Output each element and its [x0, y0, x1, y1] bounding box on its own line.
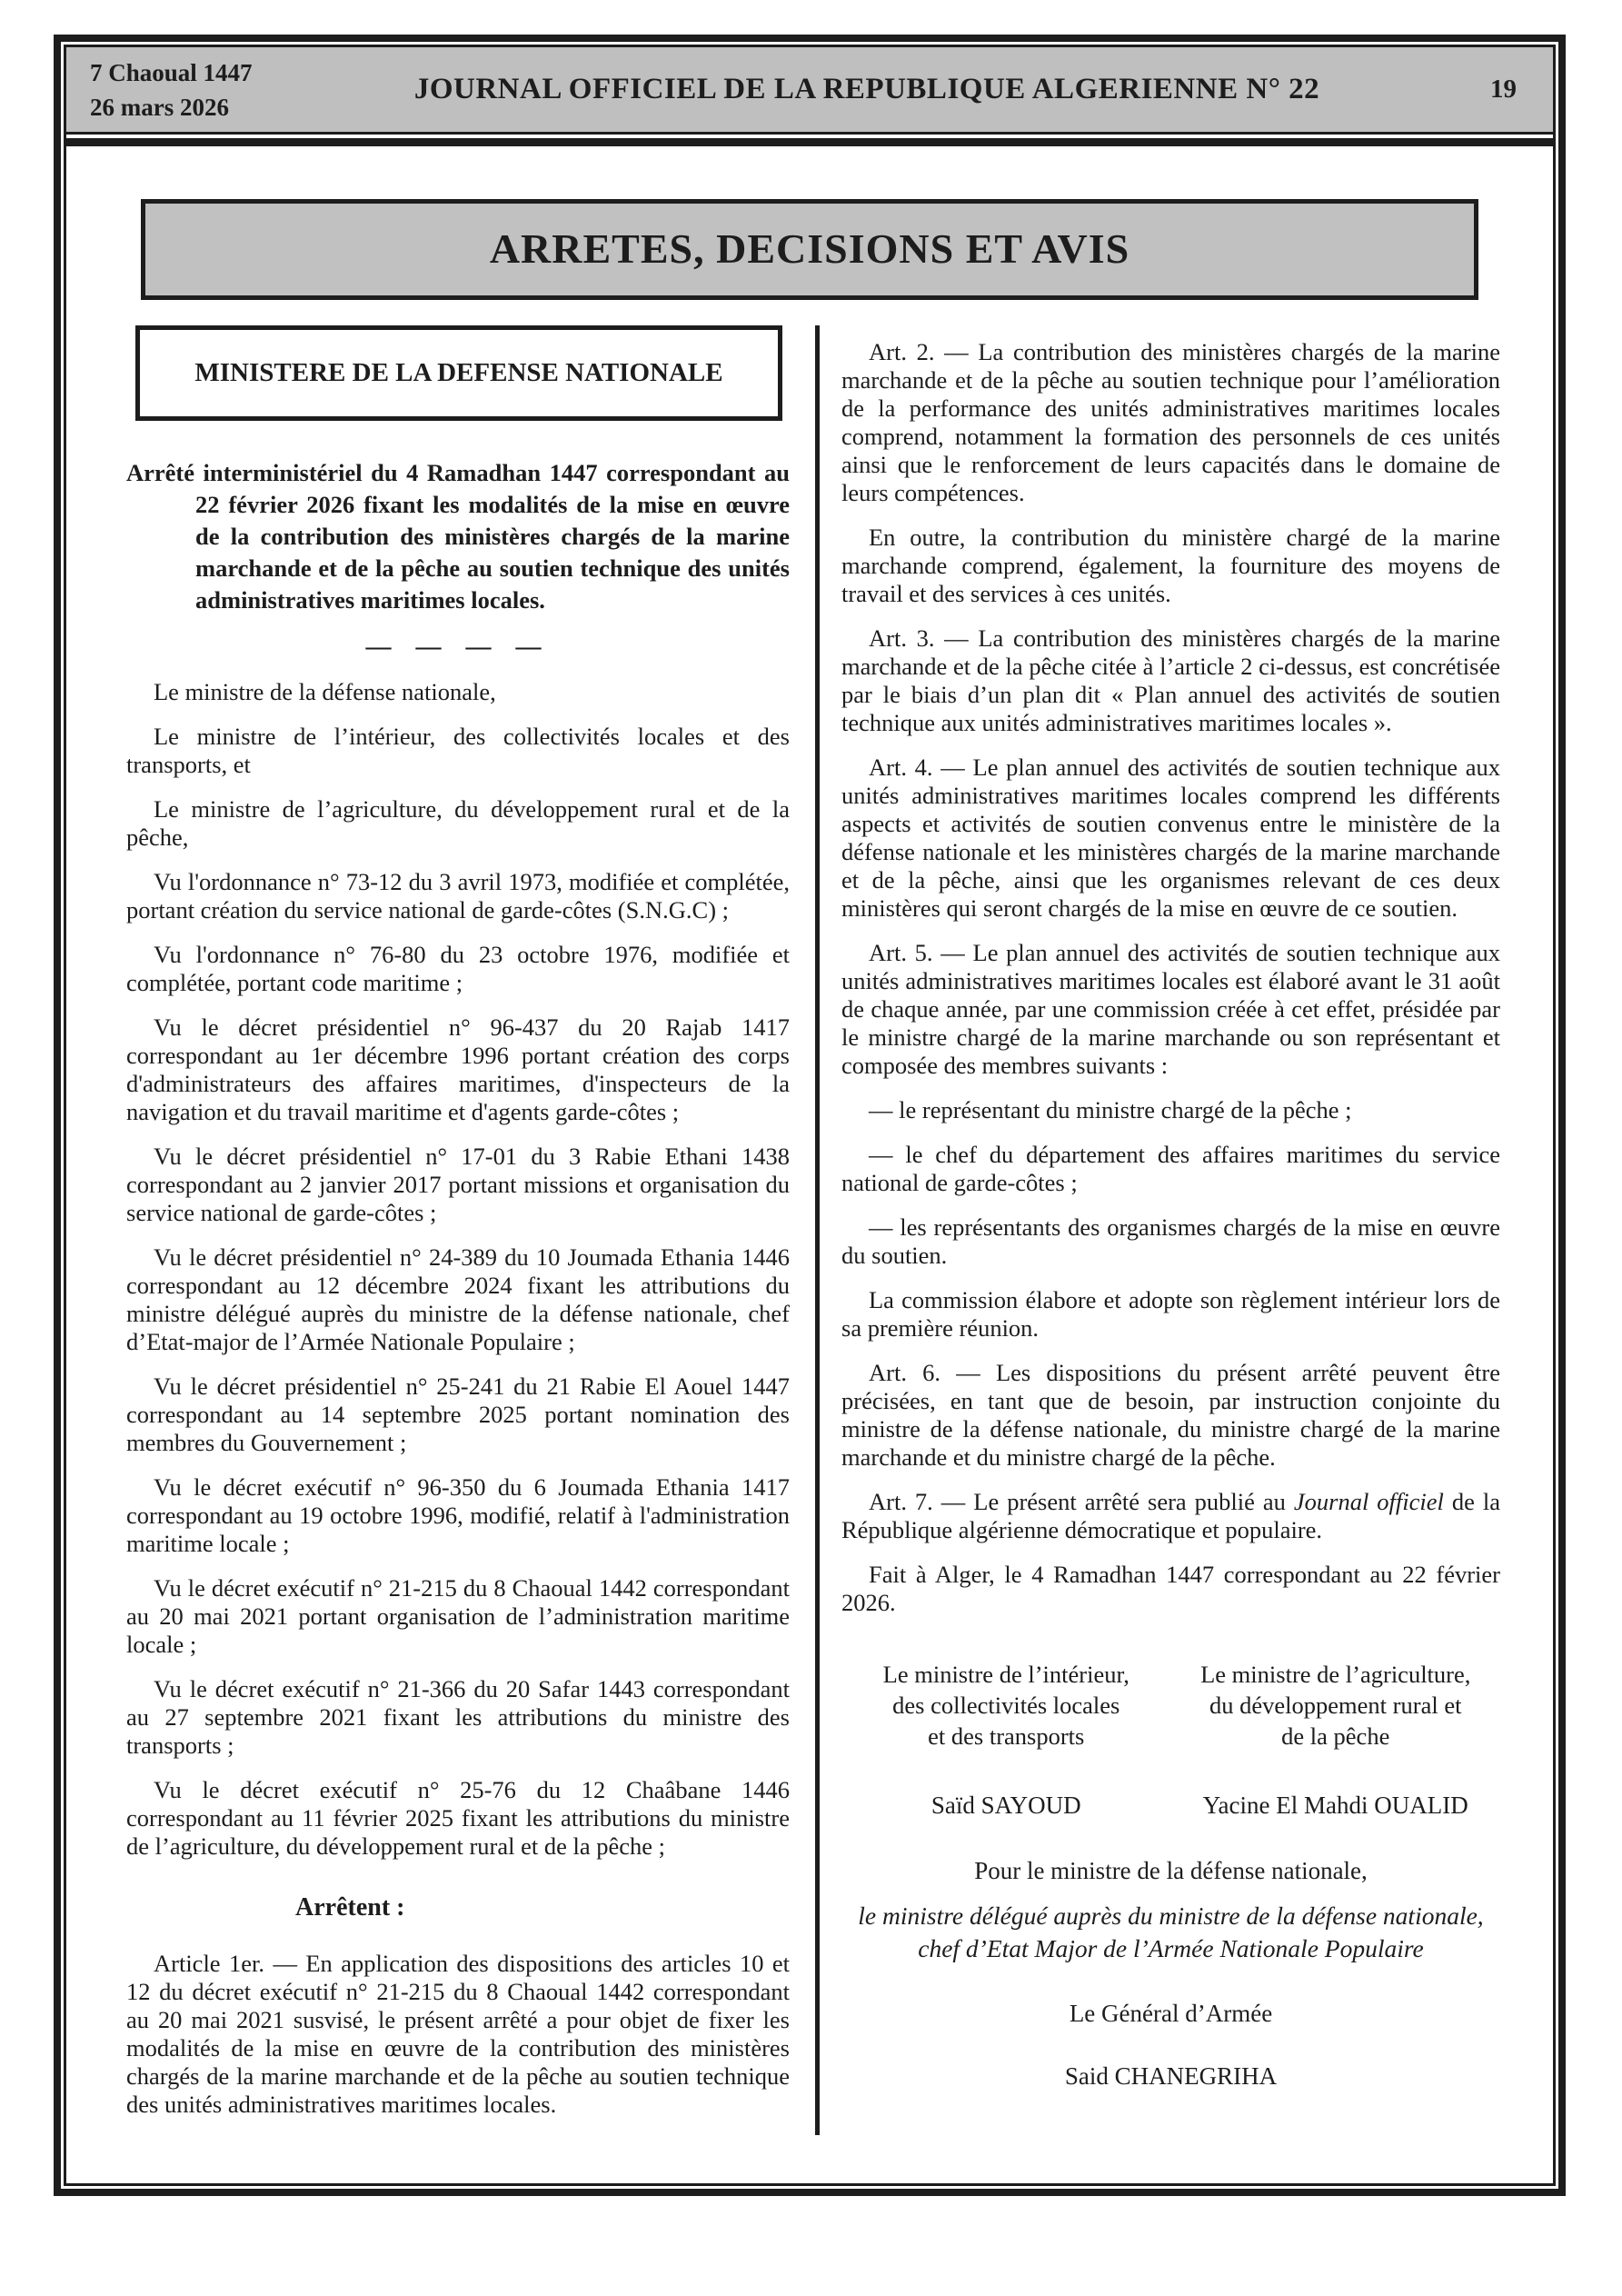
- article-7-post: de la République algérienne démocratique et populaire.: [841, 1488, 1500, 1543]
- article-2-paragraph: Art. 2. — La contribution des ministères chargés de la marine marchande et de la pêche au soutien technique pour l’amélioration de la performance des unités administratives maritimes locales comprend, notamment la formation des personnels de ces unités ainsi que le renforcement de leurs capacités dans le domaine de leurs compétences.: [841, 338, 1500, 506]
- closing-pour-line: Pour le ministre de la défense nationale,: [974, 1857, 1368, 1884]
- signature-title-line: de la pêche: [1281, 1722, 1390, 1750]
- signature-row: [841, 1659, 1500, 1821]
- article-7-paragraph: [841, 1488, 1500, 1544]
- closing-delegate-line-1: le ministre délégué auprès du ministre de la défense nationale,: [858, 1902, 1484, 1930]
- article-6-paragraph: Art. 6. — Les dispositions du présent arrêté peuvent être précisées, en tant que de besoin, par instruction conjointe du ministre de la défense nationale, du ministre chargé de la marine marchande et du ministre chargé de la pêche.: [841, 1359, 1500, 1471]
- signature-title-line: Le ministre de l’intérieur,: [882, 1661, 1129, 1688]
- list-item-dash: — le représentant du ministre chargé de la pêche ;: [869, 1096, 1352, 1123]
- section-banner-title: ARRETES, DECISIONS ET AVIS: [141, 199, 1478, 300]
- masthead-dates: [90, 55, 326, 125]
- article-5-paragraph: Art. 5. — Le plan annuel des activités de soutien technique aux unités administratives maritimes locales est élaboré avant le 31 août de chaque année, par une commission créée à cet effet, présidée par le ministre chargé de la marine marchande ou son représentant et composée des membres suivants :: [841, 939, 1500, 1079]
- recital-paragraph: Vu le décret exécutif n° 21-366 du 20 Safar 1443 correspondant au 27 septembre 2021 fixant les attributions du ministre des transports ;: [126, 1675, 790, 1759]
- header-date-gregorian: 26 mars 2026: [90, 93, 229, 121]
- header-date-hijri: 7 Chaoual 1447: [90, 58, 253, 86]
- masthead-band: [66, 47, 1553, 135]
- signature-block-agriculture: [1171, 1659, 1501, 1821]
- journal-page-frame: [64, 45, 1556, 2186]
- closing-delegate-line-2: chef d’Etat Major de l’Armée Nationale Populaire: [918, 1934, 1424, 1962]
- left-column: [126, 325, 790, 2135]
- closing-signer-name: Said CHANEGRIHA: [1064, 2062, 1278, 2090]
- masthead-rule-thick: [66, 138, 1553, 146]
- content-columns: [126, 325, 1500, 2135]
- column-divider: [815, 325, 820, 2135]
- commission-paragraph: La commission élabore et adopte son règlement intérieur lors de sa première réunion.: [841, 1286, 1500, 1342]
- ministry-heading: MINISTERE DE LA DEFENSE NATIONALE: [135, 325, 782, 421]
- closing-signature-block: [841, 1857, 1500, 2091]
- article-3-paragraph: Art. 3. — La contribution des ministères chargés de la marine marchande et de la pêche citée à l’article 2 ci-dessus, est concrétisée par le biais d’un plan dit « Plan annuel des activités de soutien technique aux unités administratives maritimes locales ».: [841, 624, 1500, 736]
- signature-block-interior: [841, 1659, 1171, 1821]
- signature-title-line: du développement rural et: [1209, 1692, 1462, 1719]
- journal-officiel-italic: Journal officiel: [1293, 1488, 1444, 1515]
- fait-a-alger-line: Fait à Alger, le 4 Ramadhan 1447 correspondant au 22 février 2026.: [841, 1561, 1500, 1616]
- recital-paragraph: Vu le décret présidentiel n° 24-389 du 10 Joumada Ethania 1446 correspondant au 12 décembre 2024 fixant les attributions du ministre délégué auprès du ministre de la défense nationale, chef d’Etat-major de l’Armée Nationale Populaire ;: [126, 1243, 790, 1355]
- recital-paragraph: Le ministre de la défense nationale,: [154, 678, 496, 705]
- recital-paragraph: Le ministre de l’agriculture, du développement rural et de la pêche,: [126, 795, 790, 851]
- right-column: [841, 325, 1500, 2135]
- journal-title: JOURNAL OFFICIEL DE LA REPUBLIQUE ALGERIENNE N° 22: [413, 73, 1320, 105]
- article-4-paragraph: Art. 4. — Le plan annuel des activités de soutien technique aux unités administratives maritimes locales comprend les différents aspects et activités de soutien convenus entre le ministère de la défense nationale et les ministères chargés de la marine marchande et de la pêche, ainsi que les organismes relevant de ces deux ministères qui seront chargés de la mise en œuvre de ce soutien.: [841, 754, 1500, 922]
- recital-paragraph: Vu le décret présidentiel n° 17-01 du 3 Rabie Ethani 1438 correspondant au 2 janvier 2017 portant missions et organisation du service national de garde-côtes ;: [126, 1143, 790, 1226]
- signer-name-agriculture: Yacine El Mahdi OUALID: [1202, 1792, 1468, 1819]
- article-2-extra-paragraph: En outre, la contribution du ministère chargé de la marine marchande comprend, également, la fourniture des moyens de travail et des services à ces unités.: [841, 524, 1500, 607]
- recital-paragraph: Vu l'ordonnance n° 73-12 du 3 avril 1973, modifiée et complétée, portant création du service national de garde-côtes (S.N.G.C) ;: [126, 868, 790, 923]
- recital-paragraph: Vu le décret présidentiel n° 25-241 du 21 Rabie El Aouel 1447 correspondant au 14 septembre 2025 portant nomination des membres du Gouvernement ;: [126, 1373, 790, 1456]
- separator-dashes: — — — —: [365, 633, 551, 661]
- signer-name-interior: Saïd SAYOUD: [930, 1792, 1081, 1819]
- recital-paragraph: Vu le décret exécutif n° 25-76 du 12 Chaâbane 1446 correspondant au 11 février 2025 fixant les attributions du ministre de l’agriculture, du développement rural et de la pêche ;: [126, 1776, 790, 1860]
- signature-title-line: Le ministre de l’agriculture,: [1200, 1661, 1471, 1688]
- signature-title-line: et des transports: [928, 1722, 1085, 1750]
- recital-paragraph: Vu le décret exécutif n° 96-350 du 6 Joumada Ethania 1417 correspondant au 19 octobre 1996, modifié, relatif à l'administration maritime locale ;: [126, 1473, 790, 1557]
- recital-paragraph: Le ministre de l’intérieur, des collectivités locales et des transports, et: [126, 723, 790, 778]
- article-7-pre: Art. 7. — Le présent arrêté sera publié au: [869, 1488, 1294, 1515]
- page-number: 19: [1490, 75, 1517, 104]
- recital-paragraph: Vu le décret exécutif n° 21-215 du 8 Chaoual 1442 correspondant au 20 mai 2021 portant organisation de l’administration maritime locale ;: [126, 1574, 790, 1658]
- list-item-dash: — les représentants des organismes chargés de la mise en œuvre du soutien.: [841, 1213, 1500, 1269]
- recital-paragraph: Vu l'ordonnance n° 76-80 du 23 octobre 1976, modifiée et complétée, portant code maritime ;: [126, 941, 790, 996]
- arrete-title: Arrêté interministériel du 4 Ramadhan 1447 correspondant au 22 février 2026 fixant les modalités de la mise en œuvre de la contribution des ministères chargés de la marine marchande et de la pêche au soutien technique des unités administratives maritimes locales.: [126, 459, 790, 614]
- signature-title-line: des collectivités locales: [892, 1692, 1120, 1719]
- recital-paragraph: Vu le décret présidentiel n° 96-437 du 20 Rajab 1417 correspondant au 1er décembre 1996 portant création des corps d'administrateurs des affaires maritimes, d'inspecteurs de la navigation et du travail maritime et d'agents garde-côtes ;: [126, 1013, 790, 1125]
- list-item-dash: — le chef du département des affaires maritimes du service national de garde-côtes ;: [841, 1141, 1500, 1196]
- article-1-paragraph: Article 1er. — En application des dispositions des articles 10 et 12 du décret exécutif n° 21-215 du 8 Chaoual 1442 correspondant au 20 mai 2021 susvisé, le présent arrêté a pour objet de fixer les modalités de la mise en œuvre de la contribution des ministères chargés de la marine marchande et de la pêche au soutien technique des unités administratives maritimes locales.: [126, 1950, 790, 2118]
- arretent-label: Arrêtent :: [295, 1893, 405, 1922]
- closing-rank-line: Le Général d’Armée: [1069, 2000, 1273, 2027]
